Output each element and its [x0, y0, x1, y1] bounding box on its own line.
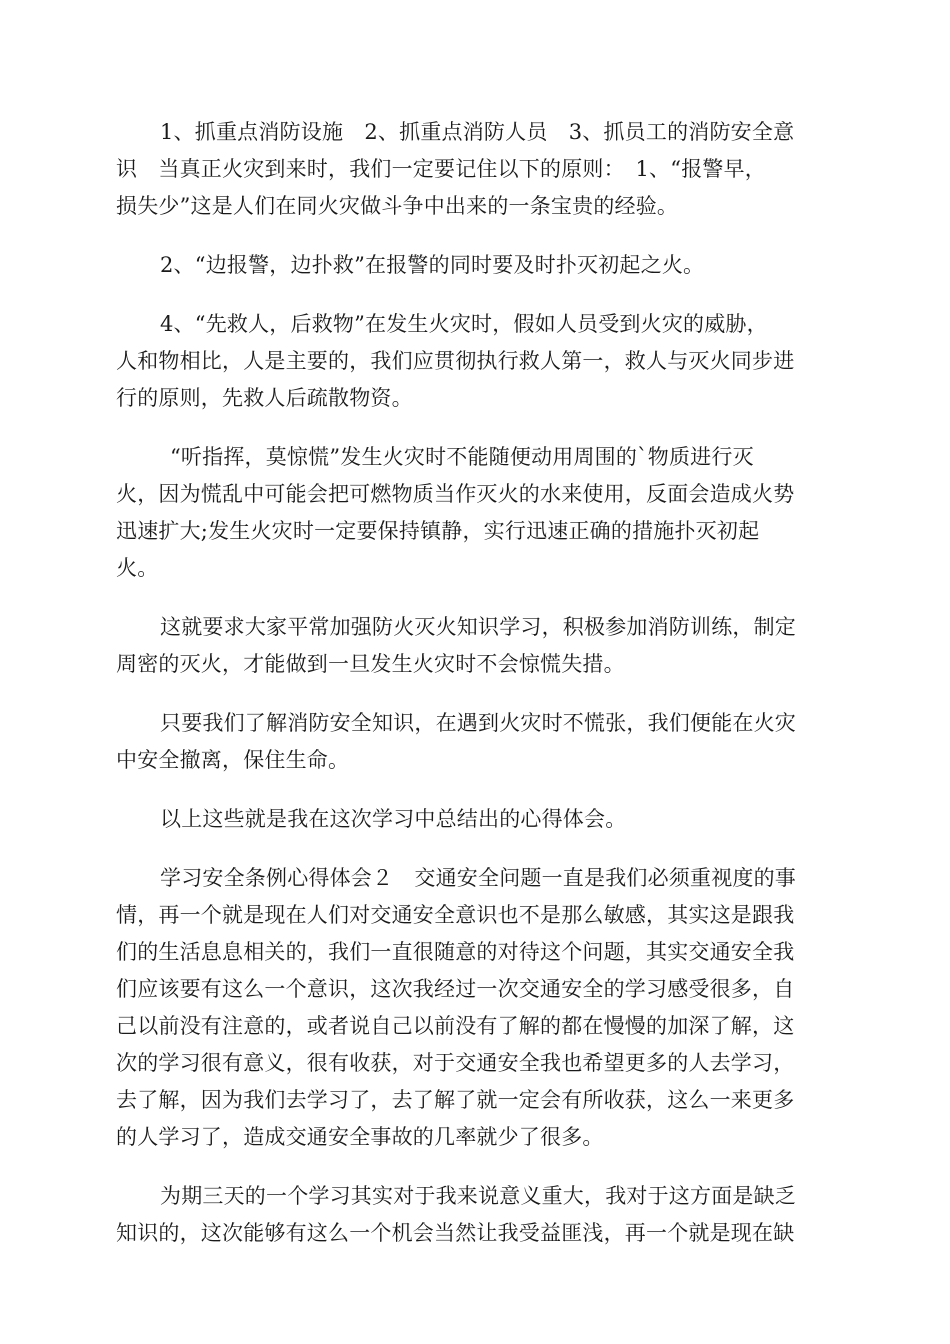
- text-line: 火，因为慌乱中可能会把可燃物质当作灭火的水来使用，反面会造成火势: [116, 482, 795, 506]
- text-line: 为期三天的一个学习其实对于我来说意义重大，我对于这方面是缺乏: [160, 1184, 796, 1208]
- text-line: 行的原则，先救人后疏散物资。: [116, 386, 413, 410]
- text-line: 损失少”这是人们在同火灾做斗争中出来的一条宝贵的经验。: [116, 194, 679, 218]
- paragraph-traffic-safety: [116, 860, 838, 1156]
- text-line: 中安全撤离，保住生命。: [116, 748, 350, 772]
- text-line: 1、抓重点消防设施 2、抓重点消防人员 3、抓员工的消防安全意: [160, 120, 795, 144]
- paragraph-summary: [116, 801, 838, 838]
- paragraph-training-requirement: [116, 609, 838, 683]
- text-line: 这就要求大家平常加强防火灭火知识学习，积极参加消防训练，制定: [160, 615, 796, 639]
- text-line: 的人学习了，造成交通安全事故的几率就少了很多。: [116, 1125, 604, 1149]
- text-line: 己以前没有注意的，或者说自己以前没有了解的都在慢慢的加深了解，这: [116, 1014, 795, 1038]
- text-line: 人和物相比，人是主要的，我们应贯彻执行救人第一，救人与灭火同步进: [116, 349, 795, 373]
- text-line: 次的学习很有意义，很有收获，对于交通安全我也希望更多的人去学习，: [116, 1051, 795, 1075]
- text-line: 只要我们了解消防安全知识，在遇到火灾时不慌张，我们便能在火灾: [160, 711, 796, 735]
- text-line: 周密的灭火，才能做到一旦发生火灾时不会惊慌失措。: [116, 652, 625, 676]
- paragraph-fire-principles: [116, 114, 838, 225]
- paragraph-safety-knowledge: [116, 705, 838, 779]
- text-line: 们应该要有这么一个意识，这次我经过一次交通安全的学习感受很多，自: [116, 977, 795, 1001]
- paragraph-report-and-fight: [116, 247, 838, 284]
- text-line: 学习安全条例心得体会２ 交通安全问题一直是我们必须重视度的事: [160, 866, 796, 890]
- text-line: 迅速扩大;发生火灾时一定要保持镇静，实行迅速正确的措施扑灭初起: [116, 519, 760, 543]
- paragraph-save-people-first: [116, 306, 838, 417]
- text-line: “听指挥，莫惊慌”发生火灾时不能随便动用周围的`物质进行灭: [170, 445, 754, 469]
- text-line: 识 当真正火灾到来时，我们一定要记住以下的原则： 1、“报警早，: [116, 157, 766, 181]
- text-line: 2、“边报警，边扑救”在报警的同时要及时扑灭初起之火。: [160, 253, 705, 277]
- text-line: 以上这些就是我在这次学习中总结出的心得体会。: [160, 807, 627, 831]
- text-line: 们的生活息息相关的，我们一直很随意的对待这个问题，其实交通安全我: [116, 940, 795, 964]
- paragraph-three-day-study: [116, 1178, 838, 1252]
- text-line: 情，再一个就是现在人们对交通安全意识也不是那么敏感，其实这是跟我: [116, 903, 795, 927]
- text-line: 知识的，这次能够有这么一个机会当然让我受益匪浅，再一个就是现在缺: [116, 1221, 795, 1245]
- text-line: 4、“先救人，后救物”在发生火灾时，假如人员受到火灾的威胁，: [160, 312, 768, 336]
- paragraph-follow-commands: [116, 439, 838, 587]
- text-line: 去了解，因为我们去学习了，去了解了就一定会有所收获，这么一来更多: [116, 1088, 795, 1112]
- text-line: 火。: [116, 556, 159, 580]
